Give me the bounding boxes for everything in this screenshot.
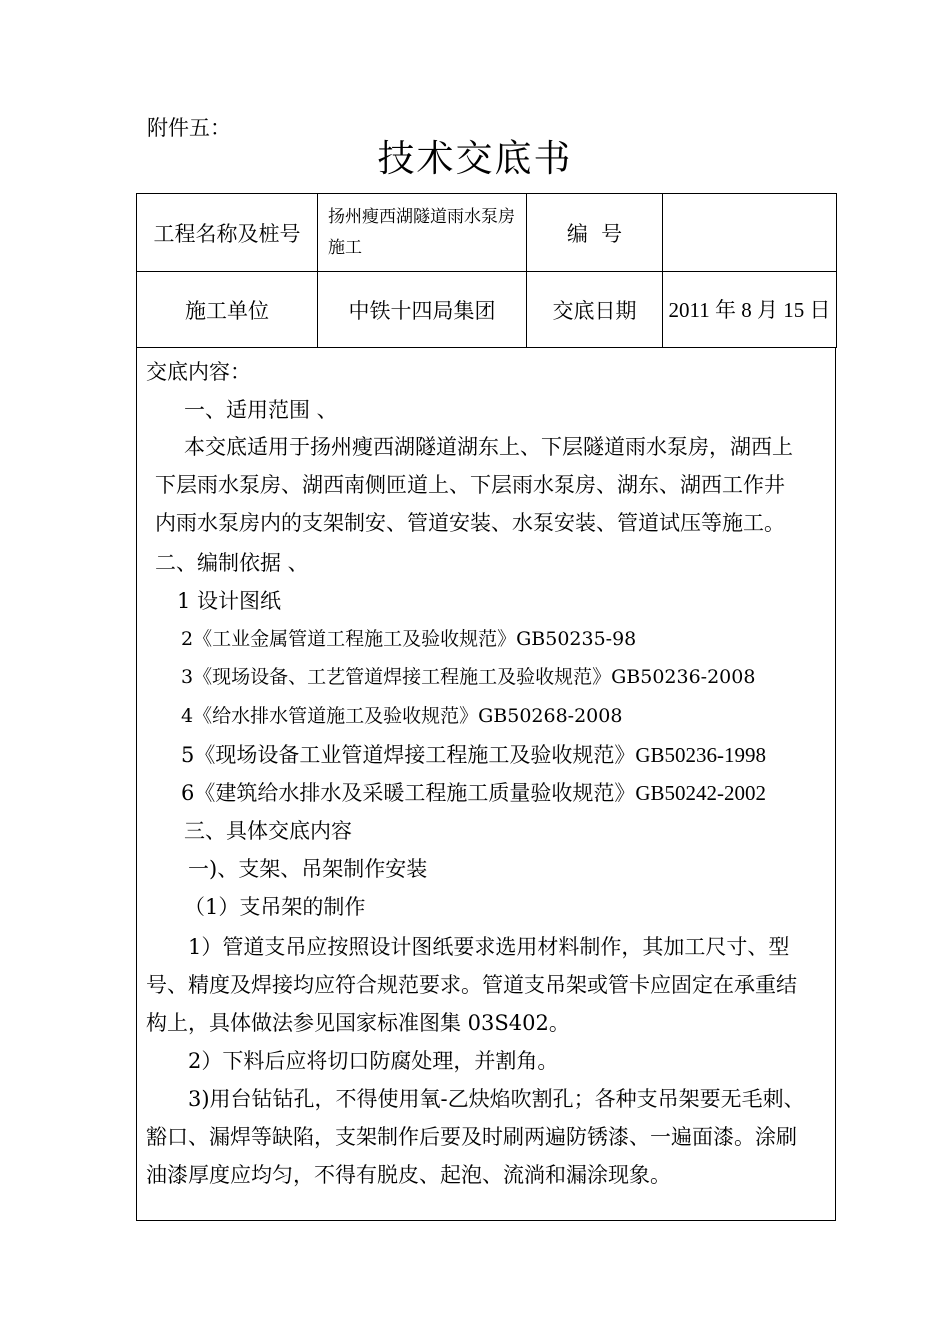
section-1-text-line-3: 内雨水泵房内的支架制安、管道安装、水泵安装、管道试压等施工。 (155, 511, 785, 535)
number-value (663, 194, 837, 272)
content-heading: 交底内容： (146, 360, 251, 384)
reference-item-5 (181, 739, 766, 769)
paragraph-3-line-3: 油漆厚度应均匀，不得有脱皮、起泡、流淌和漏涂现象。 (146, 1163, 671, 1187)
section-1-title: 一、适用范围 、 (184, 398, 338, 422)
paragraph-1-line-2: 号、精度及焊接均应符合规范要求。管道支吊架或管卡应固定在承重结 (146, 973, 797, 997)
section-3-title: 三、具体交底内容 (184, 819, 352, 843)
number-label: 编 号 (527, 194, 663, 272)
section-3-subtitle-1: 一)、支架、吊架制作安装 (188, 857, 428, 881)
paragraph-3-line-2: 豁口、漏焊等缺陷，支架制作后要及时刷两遍防锈漆、一遍面漆。涂刷 (146, 1125, 797, 1149)
reference-item-5-text: 5《现场设备工业管道焊接工程施工及验收规范》 (181, 743, 636, 767)
section-1-text-line-2: 下层雨水泵房、湖西南侧匝道上、下层雨水泵房、湖东、湖西工作井 (155, 473, 785, 497)
paragraph-1-line-3: 构上，具体做法参见国家标准图集 03S402。 (146, 1011, 570, 1035)
date-value: 2011 年 8 月 15 日 (663, 272, 837, 348)
paragraph-3-line-1: 3)用台钻钻孔，不得使用氧-乙炔焰吹割孔；各种支吊架要无毛刺、 (188, 1087, 805, 1111)
info-row-project (137, 194, 837, 272)
attachment-label: 附件五： (147, 116, 231, 140)
reference-item-6-code: GB50242-2002 (635, 781, 767, 805)
reference-item-4: 4《给水排水管道施工及验收规范》GB50268-2008 (181, 705, 623, 727)
project-value: 扬州瘦西湖隧道雨水泵房施工 (318, 194, 527, 272)
reference-item-6 (181, 777, 766, 807)
reference-item-3: 3《现场设备、工艺管道焊接工程施工及验收规范》GB50236-2008 (181, 666, 756, 688)
section-3-subtitle-1-1: （1）支吊架的制作 (184, 895, 366, 919)
section-1-text-line-1: 本交底适用于扬州瘦西湖隧道湖东上、下层隧道雨水泵房，湖西上 (184, 435, 793, 459)
document-title: 技术交底书 (377, 137, 573, 180)
project-label: 工程名称及桩号 (137, 194, 318, 272)
reference-item-1: 1 设计图纸 (177, 589, 282, 613)
unit-label: 施工单位 (137, 272, 318, 348)
date-label: 交底日期 (527, 272, 663, 348)
paragraph-1-line-1: 1）管道支吊应按照设计图纸要求选用材料制作，其加工尺寸、型 (188, 935, 790, 959)
info-row-unit (137, 272, 837, 348)
reference-item-2: 2《工业金属管道工程施工及验收规范》GB50235-98 (181, 628, 637, 650)
paragraph-2: 2）下料后应将切口防腐处理，并割角。 (188, 1049, 559, 1073)
unit-value: 中铁十四局集团 (318, 272, 527, 348)
reference-item-6-text: 6《建筑给水排水及采暖工程施工质量验收规范》 (181, 781, 636, 805)
info-table (136, 193, 837, 348)
reference-item-5-code: GB50236-1998 (635, 743, 767, 767)
section-2-title: 二、编制依据 、 (155, 551, 309, 575)
